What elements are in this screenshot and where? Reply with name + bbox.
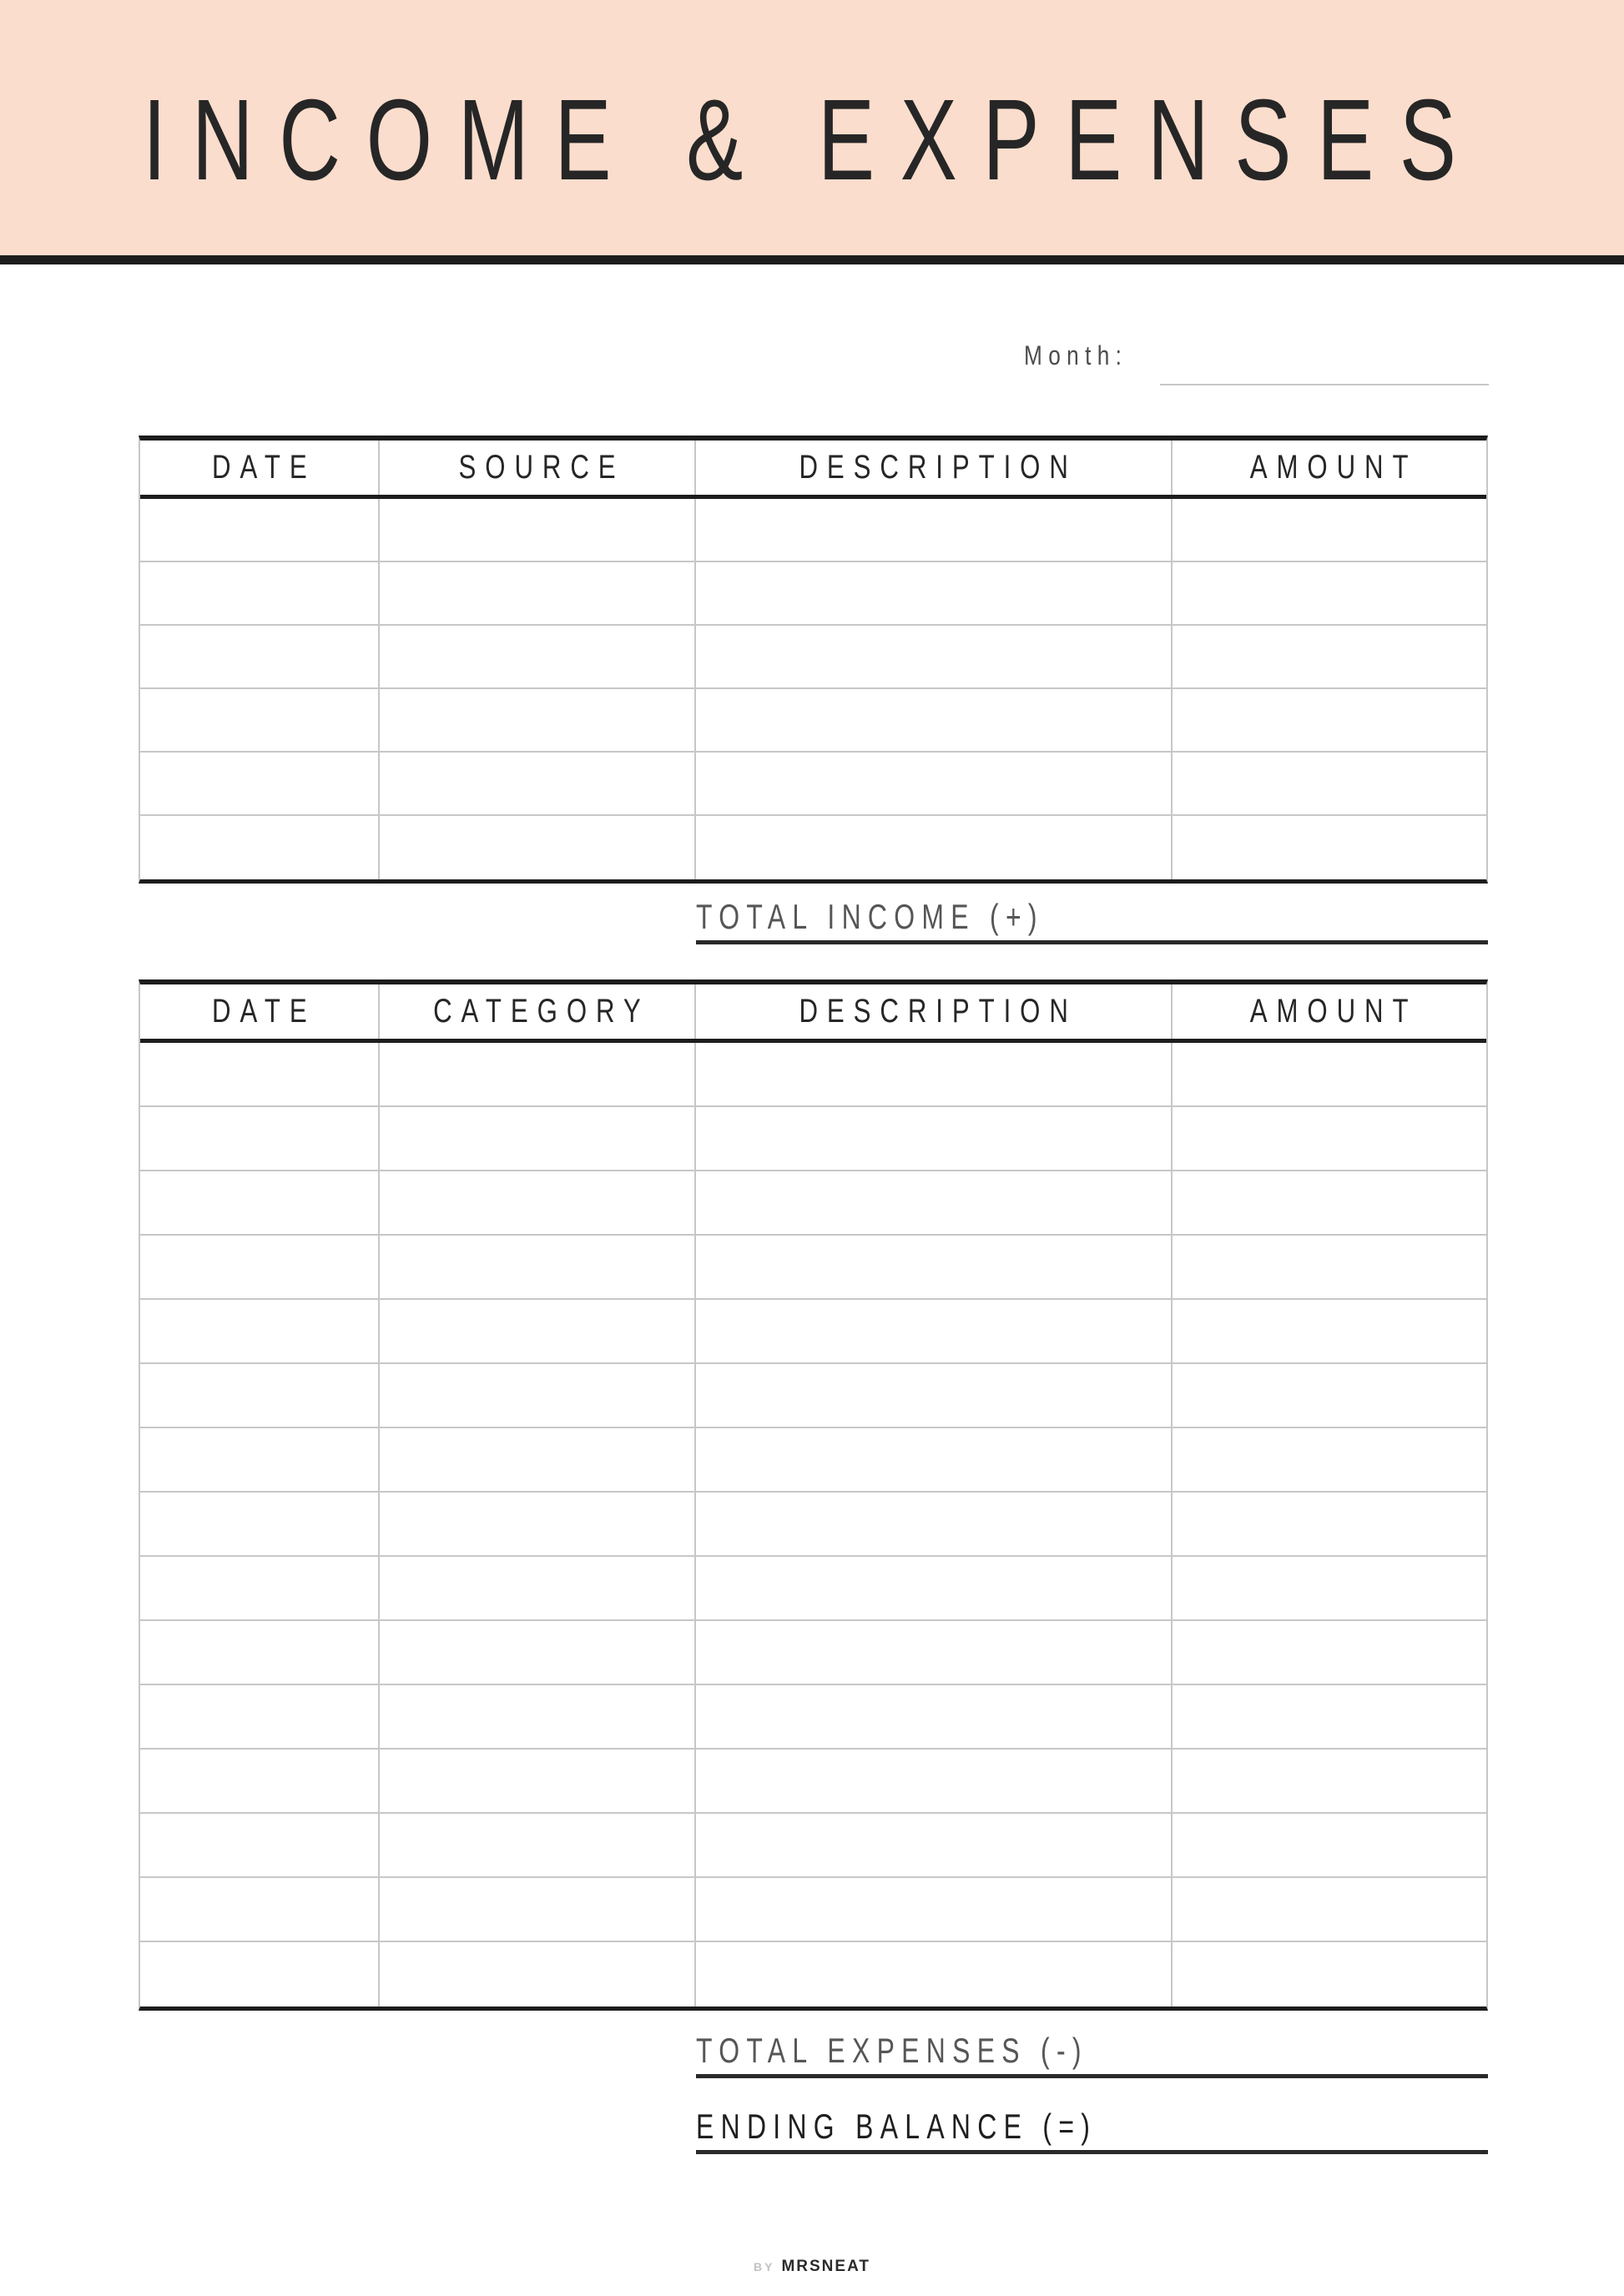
table-cell-input[interactable]	[380, 1685, 696, 1748]
column-header-amount	[1173, 441, 1486, 495]
table-row	[140, 1428, 1486, 1493]
table-row	[140, 1621, 1486, 1685]
table-cell-input[interactable]	[1173, 1300, 1486, 1362]
total-income-input-line[interactable]	[696, 940, 1488, 944]
total-income-block	[696, 899, 1488, 944]
table-cell-input[interactable]	[696, 562, 1173, 624]
table-cell-input[interactable]	[696, 1300, 1173, 1362]
table-cell-input[interactable]	[1173, 1878, 1486, 1941]
table-cell-input[interactable]	[140, 1043, 380, 1105]
income-table-body	[140, 499, 1486, 879]
table-cell-input[interactable]	[140, 1557, 380, 1619]
total-expenses-input-line[interactable]	[696, 2074, 1488, 2078]
column-header-label: AMOUNT	[1250, 993, 1418, 1030]
table-row	[140, 562, 1486, 626]
income-table	[139, 436, 1488, 884]
ending-balance-block	[696, 2108, 1488, 2154]
table-cell-input[interactable]	[140, 1942, 380, 2006]
table-cell-input[interactable]	[140, 1364, 380, 1427]
table-cell-input[interactable]	[380, 1942, 696, 2006]
table-cell-input[interactable]	[380, 1621, 696, 1684]
table-cell-input[interactable]	[696, 1043, 1173, 1105]
footer-brand-label: MRSNEAT	[781, 2258, 870, 2275]
table-cell-input[interactable]	[140, 816, 380, 879]
table-cell-input[interactable]	[140, 1107, 380, 1170]
table-cell-input[interactable]	[140, 499, 380, 561]
table-cell-input[interactable]	[696, 1364, 1173, 1427]
table-row	[140, 753, 1486, 816]
month-label: Month:	[1024, 340, 1128, 370]
table-cell-input[interactable]	[1173, 499, 1486, 561]
table-cell-input[interactable]	[380, 1750, 696, 1812]
table-cell-input[interactable]	[380, 1300, 696, 1362]
table-row	[140, 1107, 1486, 1171]
column-header-amount	[1173, 984, 1486, 1039]
table-row	[140, 499, 1486, 562]
table-cell-input[interactable]	[1173, 626, 1486, 687]
table-cell-input[interactable]	[696, 1814, 1173, 1876]
table-cell-input[interactable]	[140, 1878, 380, 1941]
table-cell-input[interactable]	[380, 1878, 696, 1941]
table-cell-input[interactable]	[1173, 816, 1486, 879]
table-cell-input[interactable]	[696, 1107, 1173, 1170]
column-header-label: DATE	[211, 449, 316, 486]
table-cell-input[interactable]	[380, 562, 696, 624]
footer	[0, 2258, 1624, 2276]
table-cell-input[interactable]	[696, 753, 1173, 814]
total-income-label: TOTAL INCOME (+)	[695, 897, 1044, 936]
total-expenses-label: TOTAL EXPENSES (-)	[695, 2031, 1088, 2070]
table-cell-input[interactable]	[380, 1236, 696, 1298]
column-header-label: DESCRIPTION	[799, 449, 1077, 486]
table-cell-input[interactable]	[696, 1236, 1173, 1298]
column-header-label: DESCRIPTION	[799, 993, 1077, 1030]
ending-balance-input-line[interactable]	[696, 2150, 1488, 2154]
content	[139, 334, 1488, 2154]
header-divider-rule	[0, 255, 1624, 264]
month-block	[139, 334, 1488, 387]
table-cell-input[interactable]	[696, 1878, 1173, 1941]
table-cell-input[interactable]	[696, 1621, 1173, 1684]
table-cell-input[interactable]	[380, 1171, 696, 1234]
income-table-header	[140, 441, 1486, 499]
table-row	[140, 626, 1486, 689]
column-header-description	[696, 441, 1173, 495]
table-cell-input[interactable]	[696, 1428, 1173, 1491]
column-header-label: DATE	[211, 993, 316, 1030]
table-row	[140, 689, 1486, 753]
table-cell-input[interactable]	[1173, 1685, 1486, 1748]
table-cell-input[interactable]	[1173, 1171, 1486, 1234]
expenses-table-header	[140, 984, 1486, 1043]
table-cell-input[interactable]	[380, 499, 696, 561]
table-cell-input[interactable]	[696, 1942, 1173, 2006]
table-cell-input[interactable]	[1173, 562, 1486, 624]
table-cell-input[interactable]	[696, 689, 1173, 751]
table-cell-input[interactable]	[380, 1364, 696, 1427]
table-cell-input[interactable]	[696, 499, 1173, 561]
table-cell-input[interactable]	[380, 753, 696, 814]
column-header-label: SOURCE	[458, 449, 625, 486]
table-cell-input[interactable]	[696, 1685, 1173, 1748]
table-cell-input[interactable]	[140, 1300, 380, 1362]
table-cell-input[interactable]	[140, 1814, 380, 1876]
column-header-label: AMOUNT	[1250, 449, 1418, 486]
table-cell-input[interactable]	[696, 1557, 1173, 1619]
table-cell-input[interactable]	[380, 816, 696, 879]
table-cell-input[interactable]	[140, 753, 380, 814]
table-cell-input[interactable]	[1173, 1043, 1486, 1105]
table-cell-input[interactable]	[1173, 1814, 1486, 1876]
table-row	[140, 1685, 1486, 1750]
table-row	[140, 1557, 1486, 1621]
table-cell-input[interactable]	[696, 1171, 1173, 1234]
table-cell-input[interactable]	[380, 1814, 696, 1876]
table-row	[140, 1942, 1486, 2006]
table-cell-input[interactable]	[1173, 1364, 1486, 1427]
expenses-table	[139, 979, 1488, 2011]
column-header-description	[696, 984, 1173, 1039]
table-cell-input[interactable]	[696, 1750, 1173, 1812]
table-cell-input[interactable]	[1173, 1621, 1486, 1684]
table-cell-input[interactable]	[140, 1236, 380, 1298]
table-cell-input[interactable]	[1173, 1557, 1486, 1619]
table-row	[140, 1043, 1486, 1107]
column-header-source	[380, 441, 696, 495]
table-cell-input[interactable]	[380, 1428, 696, 1491]
month-input-line[interactable]	[1160, 384, 1489, 385]
table-cell-input[interactable]	[1173, 1428, 1486, 1491]
table-cell-input[interactable]	[380, 1493, 696, 1555]
table-row	[140, 1750, 1486, 1814]
page-title: INCOME & EXPENSES	[142, 76, 1482, 204]
ending-balance-label: ENDING BALANCE (=)	[695, 2107, 1097, 2146]
table-cell-input[interactable]	[140, 689, 380, 751]
footer-by-label: BY	[754, 2260, 775, 2273]
table-row	[140, 1814, 1486, 1878]
table-cell-input[interactable]	[1173, 1942, 1486, 2006]
table-cell-input[interactable]	[140, 1621, 380, 1684]
table-cell-input[interactable]	[140, 626, 380, 687]
table-cell-input[interactable]	[140, 562, 380, 624]
table-cell-input[interactable]	[140, 1493, 380, 1555]
table-cell-input[interactable]	[380, 626, 696, 687]
table-row	[140, 1236, 1486, 1300]
table-row	[140, 1493, 1486, 1557]
column-header-category	[380, 984, 696, 1039]
table-cell-input[interactable]	[1173, 1493, 1486, 1555]
table-cell-input[interactable]	[140, 1171, 380, 1234]
column-header-date	[140, 441, 380, 495]
table-cell-input[interactable]	[380, 1043, 696, 1105]
table-cell-input[interactable]	[140, 1750, 380, 1812]
table-row	[140, 1300, 1486, 1364]
table-cell-input[interactable]	[1173, 689, 1486, 751]
table-cell-input[interactable]	[696, 816, 1173, 879]
total-expenses-block	[696, 2032, 1488, 2078]
table-row	[140, 816, 1486, 879]
column-header-date	[140, 984, 380, 1039]
table-cell-input[interactable]	[1173, 1107, 1486, 1170]
table-cell-input[interactable]	[1173, 1750, 1486, 1812]
table-cell-input[interactable]	[696, 626, 1173, 687]
table-row	[140, 1878, 1486, 1942]
table-cell-input[interactable]	[380, 1557, 696, 1619]
table-cell-input[interactable]	[1173, 753, 1486, 814]
column-header-label: CATEGORY	[433, 993, 650, 1030]
expenses-table-body	[140, 1043, 1486, 2006]
page-header-banner	[0, 0, 1624, 255]
table-cell-input[interactable]	[1173, 1236, 1486, 1298]
table-cell-input[interactable]	[140, 1428, 380, 1491]
table-cell-input[interactable]	[380, 689, 696, 751]
table-cell-input[interactable]	[696, 1493, 1173, 1555]
table-row	[140, 1364, 1486, 1428]
table-row	[140, 1171, 1486, 1236]
table-cell-input[interactable]	[140, 1685, 380, 1748]
table-cell-input[interactable]	[380, 1107, 696, 1170]
